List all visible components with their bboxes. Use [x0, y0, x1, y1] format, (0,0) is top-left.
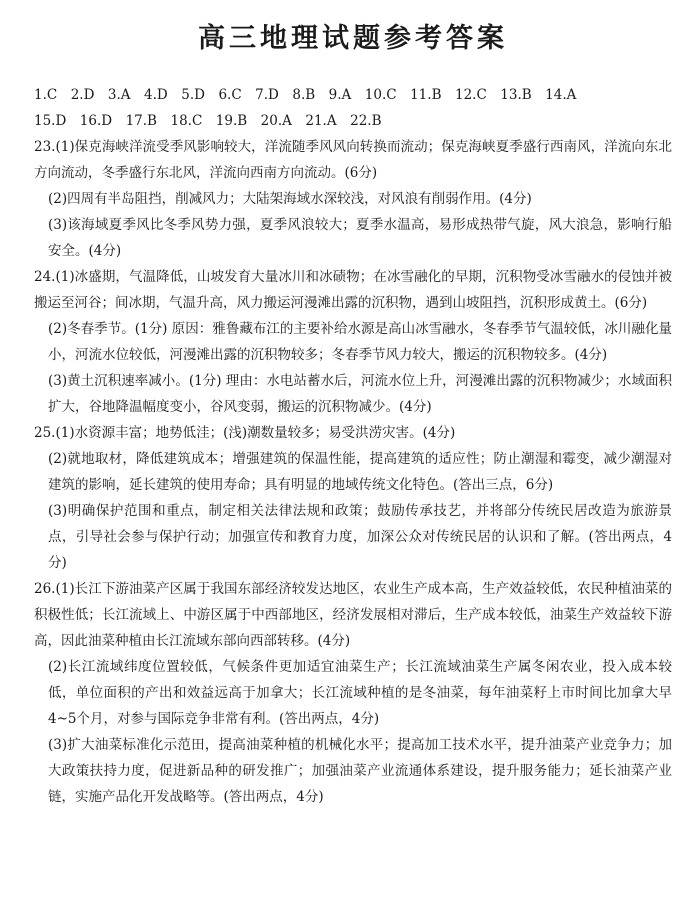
choice-answers-row-2: 15.D 16.D 17.B 18.C 19.B 20.A 21.A 22.B — [34, 113, 382, 129]
q25-part-2: (2)就地取材，降低建筑成本；增强建筑的保温性能，提高建筑的适应性；防止潮湿和霉变，减少潮湿对建筑的影响，延长建筑的使用寿命；具有明显的地域传统文化特色。(答出三点，6分) — [48, 451, 672, 493]
q26-part-3: (3)扩大油菜标准化示范田，提高油菜种植的机械化水平；提高加工技术水平，提升油菜产业竞争力；加大政策扶持力度，促进新品种的研发推广；加强油菜产业流通体系建设，提升服务能力；延长油菜产业链，实施产品化开发战略等。(答出两点，4分) — [48, 737, 672, 805]
q26-part-1: 26.(1)长江下游油菜产区属于我国东部经济较发达地区，农业生产成本高，生产效益较低，农民种植油菜的积极性低；长江流域上、中游区属于中西部地区，经济发展相对滞后，生产成本较低，油菜生产效益较下游高，因此油菜种植由长江流域东部向西部转移。(4分) — [34, 581, 672, 649]
question-26 — [34, 576, 672, 810]
q26-part-2: (2)长江流域纬度位置较低，气候条件更加适宜油菜生产；长江流域油菜生产属冬闲农业，投入成本较低，单位面积的产出和效益远高于加拿大；长江流域种植的是冬油菜，每年油菜籽上市时间比加拿大早4~5个月，对参与国际竞争非常有利。(答出两点，4分) — [48, 659, 672, 727]
choice-answers-row-1: 1.C 2.D 3.A 4.D 5.D 6.C 7.D 8.B 9.A 10.C 11.B 12.C 13.B 14.A — [34, 87, 577, 103]
q23-part-2: (2)四周有半岛阻挡，削减风力；大陆架海域水深较浅，对风浪有削弱作用。(4分) — [48, 191, 532, 207]
question-23 — [34, 134, 672, 264]
choice-answers — [34, 82, 672, 134]
q24-part-3: (3)黄土沉积速率减小。(1分) 理由：水电站蓄水后，河流水位上升，河漫滩出露的沉积物减少；水域面积扩大，谷地降温幅度变小，谷风变弱，搬运的沉积物减少。(4分) — [48, 373, 672, 415]
q23-part-1: 23.(1)保克海峡洋流受季风影响较大，洋流随季风风向转换而流动；保克海峡夏季盛行西南风，洋流向东北方向流动，冬季盛行东北风，洋流向西南方向流动。(6分) — [34, 139, 672, 181]
q25-part-3: (3)明确保护范围和重点，制定相关法律法规和政策；鼓励传承技艺，并将部分传统民居改造为旅游景点，引导社会参与保护行动；加强宣传和教育力度，加深公众对传统民居的认识和了解。(答出两点，4分) — [48, 503, 672, 571]
q24-part-2: (2)冬春季节。(1分) 原因：雅鲁藏布江的主要补给水源是高山冰雪融水，冬春季节气温较低，冰川融化量小，河流水位较低，河漫滩出露的沉积物较多；冬春季节风力较大，搬运的沉积物较多。(4分) — [48, 321, 672, 363]
q25-part-1: 25.(1)水资源丰富；地势低洼；(浅)潮数量较多；易受洪涝灾害。(4分) — [34, 425, 456, 441]
question-24 — [34, 264, 672, 420]
q24-part-1: 24.(1)冰盛期，气温降低，山坡发育大量冰川和冰碛物；在冰雪融化的早期，沉积物受冰雪融水的侵蚀并被搬运至河谷；间冰期，气温升高，风力搬运河漫滩出露的沉积物，遇到山坡阻挡，沉积形成黄土。(6分) — [34, 269, 672, 311]
question-25 — [34, 420, 672, 576]
q23-part-3: (3)该海域夏季风比冬季风势力强，夏季风浪较大；夏季水温高，易形成热带气旋，风大浪急，影响行船安全。(4分) — [48, 217, 672, 259]
page-title: 高三地理试题参考答案 — [198, 23, 508, 54]
